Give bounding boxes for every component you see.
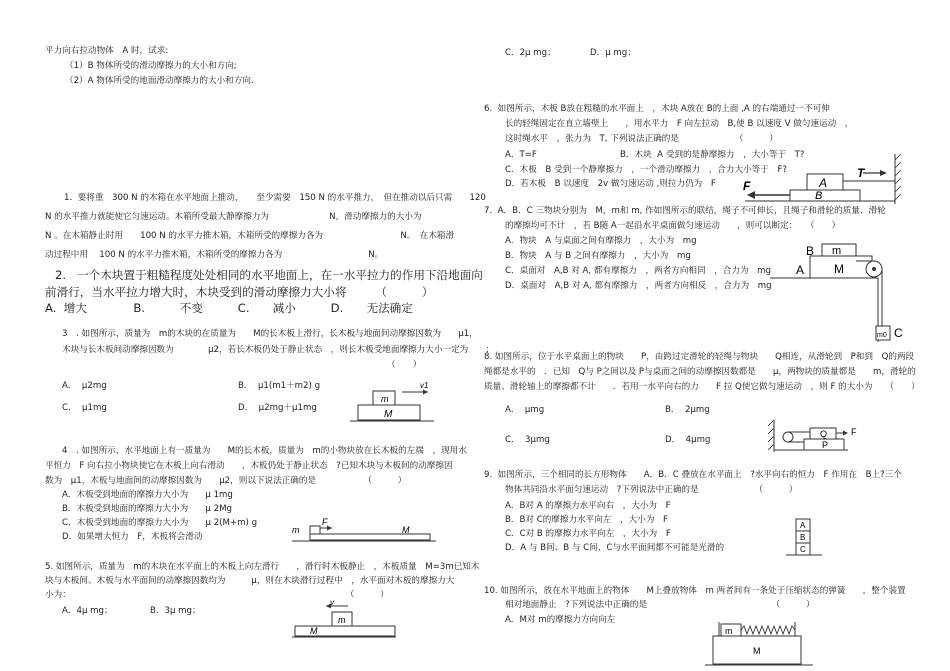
- q4-option-c: C．木板受到地面的摩擦力大小为 μ 2(M+m) g: [62, 518, 258, 528]
- q7-fig-B: B: [806, 244, 815, 258]
- q7-figure: [770, 240, 910, 345]
- q3-line: 木块与长木板间动摩擦因数为 μ2，若长木板仍处于静止状态 ，则长木板受地面摩擦力大小一定为 ；: [62, 345, 495, 355]
- q6-line: 6. 如图所示，木板 B放在粗糙的水平面上 ，木块 A放在 B的上面 ,A 的右端通过一不可伸: [484, 104, 830, 114]
- q4-fig-m: m: [292, 525, 300, 535]
- q10-fig-m: m: [725, 626, 733, 636]
- q6-fig-B: B: [815, 190, 823, 202]
- q8-line: 8. 如图所示，位于水平桌面上的物块 P，由跨过定滑轮的轻绳与物块 Q相连，从滑轮到 P和到 Q的两段: [484, 352, 915, 362]
- q9-option-a: A．B对 A 的摩擦力水平向右 ，大小为 F: [505, 501, 671, 511]
- q5-option-b: B．3μ mg；: [150, 606, 201, 616]
- q3-fig-M: M: [384, 409, 393, 420]
- q4-figure: [290, 514, 440, 544]
- q9-figure: [786, 512, 826, 558]
- q8-line: 绳都是水平的 ．已知 Q与 P之间以及 P与桌面之间的动摩擦因数都是 μ，两物块的质量都是 m，滑轮的: [484, 367, 916, 377]
- q9-line: 物体共同沿水平面匀速运动 ?下列说法中正确的是 （ ）: [505, 485, 798, 495]
- q10-line: 10. 如图所示，放在水平地面上的物体 M上叠放物体 m 两者间有一条处于压缩状态的弹簧 ，整个装置: [484, 586, 906, 596]
- q7-fig-m: m: [832, 245, 842, 257]
- q6-figure: [735, 152, 910, 206]
- q3-fig-m: m: [381, 394, 389, 404]
- q1-line: N 。在木箱静止时用 100 N 的水平力推木箱，木箱所受的摩擦力各为 N。 在木箱滑: [45, 231, 455, 241]
- intro-line: （1）B 物体所受的滑动摩擦力的大小和方向;: [65, 61, 237, 71]
- q8-fig-Q: Q: [820, 429, 828, 439]
- q6-option-a: A．T=F: [505, 150, 537, 160]
- q1-line: 动过程中用 100 N 的水平力推木箱，木箱所受的摩擦力各为 N。: [45, 250, 384, 260]
- q3-option-b: B． μ1(m1＋m2) g: [238, 381, 321, 391]
- q7-option-c: C．桌面对 A,B 对 A, 都有摩擦力 ，两者方向相同 ，合力为 mg: [505, 266, 771, 276]
- q8-option-d: D． 4μmg: [665, 435, 711, 445]
- q7-fig-m0: m0: [877, 332, 887, 339]
- q4-option-a: A．木板受到地面的摩擦力大小为 μ 1mg: [62, 490, 233, 500]
- q5-line: 块与木板间、木板与水平面间的动摩擦因数均为 μ，则在木块滑行过程中 ，水平面对木板的摩擦力大: [45, 576, 455, 586]
- q8-figure: [768, 418, 864, 454]
- q6-fig-T: T: [857, 166, 865, 180]
- q3-fig-v: v1: [420, 381, 429, 390]
- q3-line: 3 . 如图所示，质量为 m的木块的在质量为 M的长木板上滑行，长木板与地面间动摩擦因数为 μ1，: [62, 329, 478, 339]
- q7-fig-C: C: [894, 326, 903, 340]
- top-option-c: C．2μ mg；: [505, 48, 556, 58]
- q1-line: N 的水平推力就能使它匀速运动。木箱所受最大静摩擦力为 N，滑动摩擦力的大小为: [45, 212, 422, 222]
- q2-line: 前滑行，当水平拉力增大时，木块受到的滑动摩擦力大小将 （ ）: [45, 285, 434, 299]
- q3-paren: （ ）: [387, 360, 422, 370]
- q8-fig-F: F: [851, 427, 857, 437]
- q6-fig-F: F: [743, 179, 751, 193]
- q4-line: 平恒力 F 向右拉小物块使它在木板上向右滑动 ，木板仍处于静止状态 ?已知木块与木板间的动摩擦因: [45, 461, 453, 471]
- q4-fig-F: F: [322, 517, 328, 527]
- q9-option-b: B．B对 C的摩擦力水平向左 ，大小为 F: [505, 515, 668, 525]
- top-option-d: D．μ mg；: [590, 48, 636, 58]
- q7-option-d: D．桌面对 A,B 对 A, 都有摩擦力 ，两者方向相反 ，合力为 mg: [505, 281, 772, 291]
- q10-figure: [705, 618, 815, 668]
- q10-fig-M: M: [753, 646, 761, 656]
- intro-line: （2）A 物体所受的地面滑动摩擦力的大小和方向.: [65, 76, 254, 86]
- q5-line: 小为： （ ）: [45, 590, 389, 600]
- q8-option-b: B． 2μmg: [665, 405, 710, 415]
- q10-option-a: A．M对 m的摩擦力方向向左: [505, 615, 616, 625]
- q5-fig-v: v: [330, 600, 334, 607]
- q3-option-c: C． μ1mg: [62, 403, 107, 413]
- q5-fig-m: m: [338, 615, 346, 625]
- q7-option-a: A．物块 A 与桌面之间有摩擦力 ，大小为 mg: [505, 236, 697, 246]
- q5-fig-M: M: [310, 626, 318, 636]
- q3-figure: [348, 378, 438, 424]
- q10-line: 相对地面静止 ?下列说法中正确的是 （ ）: [505, 600, 815, 610]
- q8-fig-P: P: [822, 440, 829, 450]
- q6-option-b: B．木块 A 受到的是静摩擦力 ，大小等于 T?: [620, 150, 805, 160]
- q4-option-d: D．如果增大恒力 F，木板将会滑动: [62, 532, 203, 542]
- q1-line: 1. 要将重 300 N 的木箱在水平地面上推动， 至少需要 150 N 的水平推力， 但在推动以后只需 120: [64, 193, 486, 203]
- q8-line: 质量、滑轮轴上的摩擦都不计 ．若用一水平向右的力 F 拉 Q使它做匀速运动 ，则 F 的大小为 （ ）: [484, 382, 920, 392]
- q6-option-c: C．木板 B 受到一个静摩擦力 ，一个滑动摩擦力 ，合力大小等于 F?: [505, 165, 787, 175]
- q6-fig-A: A: [819, 176, 828, 190]
- q5-option-a: A．4μ mg；: [62, 606, 113, 616]
- q8-option-a: A． μmg: [505, 405, 545, 415]
- q7-fig-M: M: [834, 262, 844, 276]
- q9-fig-B: B: [800, 533, 806, 542]
- q8-option-c: C． 3μmg: [505, 435, 550, 445]
- q7-line: 的摩擦均可不计 ，若 B随 A一起沿水平桌面做匀速运动 ，则可以断定： （ ）: [505, 221, 841, 231]
- q7-fig-A: A: [796, 263, 805, 277]
- q3-option-d: D． μ2mg＋μ1mg: [238, 403, 317, 413]
- q6-option-d: D．若木板 B 以速度 2v 做匀速运动 ,则拉力仍为 F: [505, 179, 716, 189]
- q9-line: 9. 如图所示，三个相同的长方形物体 A．B．C 叠放在水平面上 ?水平向右的恒力 F 作用在 B上?三个: [484, 470, 902, 480]
- q2-options: A. 增大 B. 不变 C. 减小 D. 无法确定: [45, 301, 413, 315]
- q4-line: 4 . 如图所示，水平地面上有一质量为 M的长木板，质量为 m的小物块放在长木板的左端 ，现用水: [62, 446, 467, 456]
- q7-option-b: B．物块 A 与 B 之间有摩擦力 ，大小为 mg: [505, 251, 691, 261]
- q3-option-a: A． μ2mg: [62, 381, 107, 391]
- q4-option-b: B．木板受到地面的摩擦力大小为 μ 2Mg: [62, 504, 232, 514]
- q9-fig-A: A: [800, 521, 806, 530]
- q7-line: 7. A．B．C 三物块分别为 M，m和 m, 作如图所示的联结，绳子不可伸长，且绳子和滑轮的质量、滑轮: [484, 206, 886, 216]
- intro-line: 平力向右拉动物体 A 时，试求:: [45, 46, 169, 56]
- q5-line: 5. 如图所示，质量为 m的木块在水平面上的木板上向左滑行 ，滑行时木板静止 ，木板质量 M=3m已知木: [45, 562, 480, 572]
- q9-option-c: C．C对 B 的摩擦力水平向左 ，大小为 F: [505, 529, 671, 539]
- q6-line: 长的轻绳固定在直立墙壁上 ，用水平力 F 向左拉动 B,使 B 以速度 V 做匀速运动 ，: [505, 119, 854, 129]
- q4-line: 数为 μ1，木板与地面间的动摩擦因数为 μ2，则以下说法正确的是 （ ）: [45, 476, 407, 486]
- q6-line: 这时绳水平 ，张力为 T, 下列说法正确的是 （ ）: [505, 134, 778, 144]
- q2-line: 2. 一个木块置于粗糙程度处处相同的水平地面上，在一水平拉力的作用下沿地面向: [55, 268, 483, 282]
- q4-fig-M: M: [402, 525, 410, 535]
- q9-fig-C: C: [800, 545, 806, 554]
- q9-option-d: D．A 与 B间、B 与 C间、C与水平面间都不可能是光滑的: [505, 543, 725, 553]
- q5-figure: [290, 600, 400, 640]
